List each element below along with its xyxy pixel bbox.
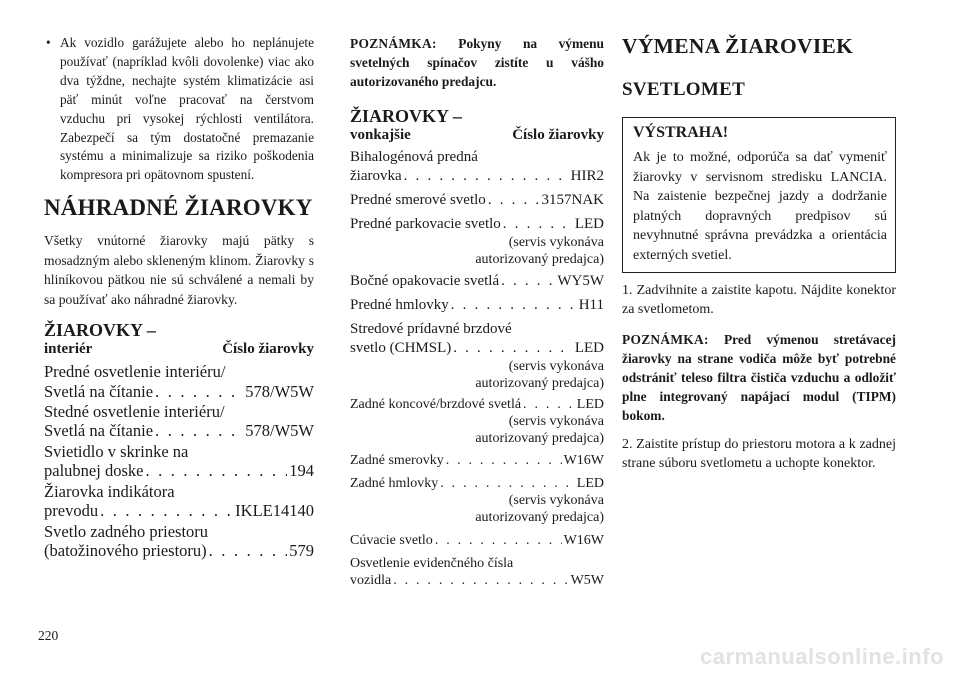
right-column — [622, 34, 896, 474]
exterior-bulb-row — [350, 320, 604, 392]
row-line1: Stedné osvetlenie interiéru/ — [44, 402, 225, 422]
row-line1: Bihalogénová predná — [350, 149, 478, 165]
dot-leader — [453, 339, 573, 358]
interior-table-header — [44, 340, 314, 358]
row-note: (servis vykonáva — [508, 414, 604, 429]
dot-leader — [523, 396, 575, 413]
left-column — [44, 34, 314, 561]
dot-leader — [209, 541, 288, 560]
dot-leader — [393, 572, 568, 589]
row-label: vozidla — [350, 573, 392, 588]
exterior-bulb-row — [350, 555, 604, 589]
exterior-bulb-row — [350, 452, 604, 469]
dot-leader — [145, 461, 287, 480]
row-note: (servis vykonáva — [508, 493, 604, 508]
row-value: LED — [576, 476, 604, 491]
row-label: prevodu — [44, 501, 99, 521]
row-label: Predné parkovacie svetlo — [350, 216, 501, 232]
exterior-table-header-left: vonkajšie — [350, 127, 411, 143]
row-note: (servis vykonáva — [508, 359, 604, 374]
row-note: autorizovaný predajca) — [475, 510, 604, 525]
row-value: 579 — [289, 540, 314, 560]
bullet-paragraph — [44, 34, 314, 185]
row-value: 578/W5W — [245, 421, 314, 441]
middle-column — [350, 34, 604, 590]
interior-bulb-row — [44, 482, 314, 521]
exterior-bulb-row — [350, 296, 604, 315]
row-value: 194 — [289, 461, 314, 481]
exterior-bulb-list — [350, 148, 604, 589]
exterior-table-header — [350, 126, 604, 144]
exterior-bulb-row — [350, 272, 604, 291]
row-line1: Žiarovka indikátora — [44, 481, 175, 501]
row-label: Svetlá na čítanie — [44, 421, 154, 441]
dot-leader — [100, 501, 233, 520]
note-text: Pokyny na výmenu svetelných spínačov zistíte u vášho autorizovaného predajcu. — [350, 36, 604, 89]
step-2: 2. Zaistite prístup do priestoru motora a k zadnej strane súboru svetlometu a uchopte konektor. — [622, 436, 896, 472]
row-line1: Svetlo zadného priestoru — [44, 521, 209, 541]
bullet-text: Ak vozidlo garážujete alebo ho neplánujete používať (napríklad kvôli dovolenke) viac ako dva týždne, nechajte systém klimatizácie asi päť minút voľne pracovať na čerstvom vzduchu pri vysokej rýchlosti ventilátora. Zabezpečí sa tým dostatočné premazanie systému a minimalizuje sa riziko poškodenia kompresora pri opätovnom spustení. — [60, 35, 314, 183]
row-value: W16W — [563, 453, 604, 468]
row-value: W16W — [563, 533, 604, 548]
row-label: Zadné hmlovky — [350, 476, 439, 491]
dot-leader — [451, 296, 577, 315]
row-value: H11 — [578, 297, 604, 313]
warning-box — [622, 117, 896, 273]
row-value: LED — [574, 216, 604, 232]
row-note: autorizovaný predajca) — [475, 252, 604, 267]
row-label: (batožinového priestoru) — [44, 540, 207, 560]
row-label: Predné smerové svetlo — [350, 192, 486, 208]
dot-leader — [435, 532, 562, 549]
dot-leader — [440, 475, 575, 492]
row-value: LED — [576, 397, 604, 412]
row-value: HIR2 — [570, 168, 604, 184]
exterior-bulb-row — [350, 215, 604, 268]
row-label: Svetlá na čítanie — [44, 381, 154, 401]
row-line1: Osvetlenie evidenčného čísla — [350, 556, 514, 571]
row-label: Zadné smerovky — [350, 453, 444, 468]
note-text: Pred výmenou stretávacej žiarovky na strane vodiča môže byť potrebné odstrániť teleso filtra čističa vzduchu a odložiť plne integrovaný napájací modul (TIPM) bokom. — [622, 331, 896, 423]
row-value: LED — [574, 340, 604, 356]
interior-bulb-row — [44, 402, 314, 441]
section-heading-replacement-bulbs: NÁHRADNÉ ŽIAROVKY — [44, 195, 313, 221]
exterior-bulb-row — [350, 191, 604, 210]
row-label: Bočné opakovacie svetlá — [350, 273, 500, 289]
page-number: 220 — [38, 628, 59, 643]
row-value: W5W — [570, 573, 604, 588]
note-headlamp — [622, 330, 896, 425]
row-note: autorizovaný predajca) — [475, 376, 604, 391]
row-note: autorizovaný predajca) — [475, 431, 604, 446]
row-value: 578/W5W — [245, 381, 314, 401]
dot-leader — [404, 167, 569, 186]
warning-title: VÝSTRAHA! — [633, 124, 729, 141]
dot-leader — [155, 421, 243, 440]
intro-paragraph: Všetky vnútorné žiarovky majú pätky s mosadzným alebo skleneným klinom. Žiarovky s hliníkovou pätkou nie sú schválené a nemali by sa používať ako náhradné žiarovky. — [44, 233, 314, 307]
row-label: Predné hmlovky — [350, 297, 449, 313]
interior-bulb-row — [44, 442, 314, 481]
row-label: Zadné koncové/brzdové svetlá — [350, 397, 522, 412]
interior-table-header-left: interiér — [44, 341, 93, 358]
row-line1: Svietidlo v skrinke na — [44, 441, 189, 461]
row-value: 3157NAK — [541, 192, 604, 208]
interior-table-header-right: Číslo žiarovky — [222, 341, 314, 358]
step-1: 1. Zadvihnite a zaistite kapotu. Nájdite konektor za svetlometom. — [622, 282, 896, 318]
row-label: palubnej doske — [44, 461, 144, 481]
interior-bulb-row — [44, 522, 314, 561]
dot-leader — [503, 215, 573, 234]
exterior-table-header-right: Číslo žiarovky — [512, 127, 604, 143]
dot-leader — [488, 191, 540, 210]
note-key: POZNÁMKA: — [350, 36, 437, 51]
row-label: Cúvacie svetlo — [350, 533, 433, 548]
dot-leader — [155, 382, 243, 401]
row-label: žiarovka — [350, 168, 402, 184]
row-value: IKLE14140 — [235, 501, 314, 521]
note-key: POZNÁMKA: — [622, 331, 709, 347]
interior-table-title: ŽIAROVKY – — [44, 320, 156, 341]
warning-text: Ak je to možné, odporúča sa dať vymeniť žiarovky v servisnom stredisku LANCIA. Na zaistenie bezpečnej jazdy a dodržanie platných dopravných predpisov sú nevyhnutné správna prevádzka a orientácia externých svetiel. — [633, 150, 887, 263]
row-value: WY5W — [557, 273, 604, 289]
exterior-bulb-row — [350, 475, 604, 526]
interior-bulb-list — [44, 362, 314, 560]
note-switches — [350, 34, 604, 91]
row-line1: Stredové prídavné brzdové — [350, 321, 512, 337]
exterior-table-title: ŽIAROVKY – — [350, 106, 462, 126]
row-line1: Predné osvetlenie interiéru/ — [44, 362, 226, 382]
row-note: (servis vykonáva — [508, 235, 604, 250]
row-label: svetlo (CHMSL) — [350, 340, 452, 356]
watermark: carmanualsonline.info — [700, 644, 944, 669]
exterior-bulb-row — [350, 532, 604, 549]
exterior-bulb-row — [350, 396, 604, 447]
subheading-headlamp: SVETLOMET — [622, 79, 746, 100]
bullet-dot: • — [46, 35, 51, 50]
dot-leader — [446, 452, 562, 469]
section-heading-bulb-replacement: VÝMENA ŽIAROVIEK — [622, 34, 854, 58]
exterior-bulb-row — [350, 148, 604, 186]
dot-leader — [501, 272, 555, 291]
interior-bulb-row — [44, 362, 314, 401]
